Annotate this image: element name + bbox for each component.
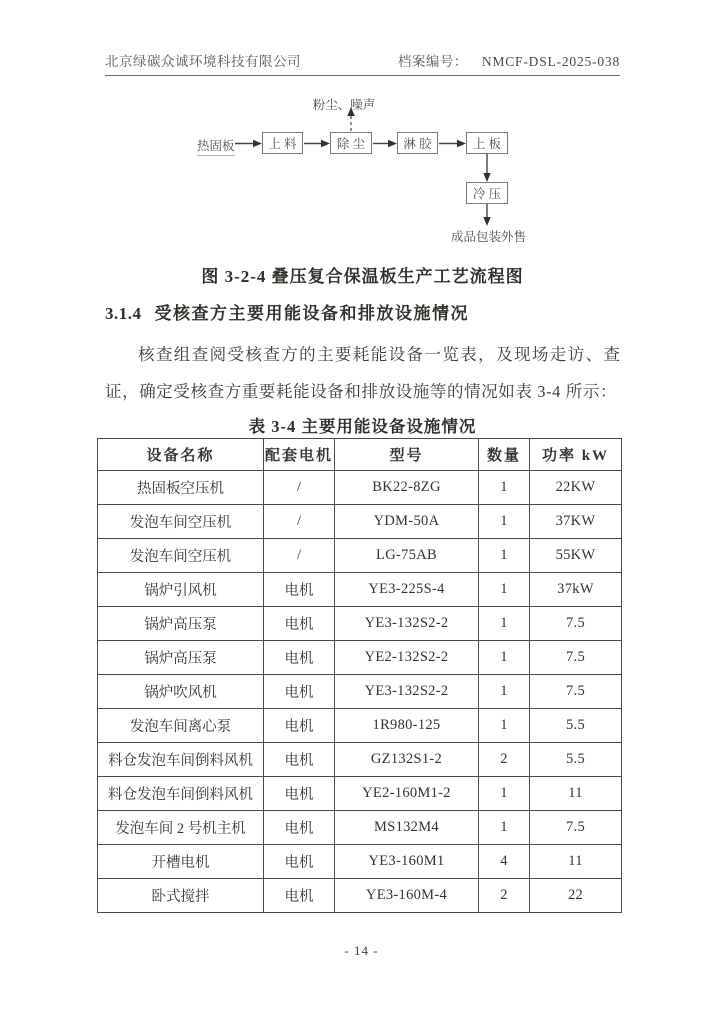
table-cell-name: 热固板空压机 <box>98 471 264 505</box>
flow-step-boarding: 上 板 <box>466 132 508 154</box>
table-header-cell: 型号 <box>335 439 479 471</box>
table-cell-power: 55KW <box>530 539 622 573</box>
table-cell-qty: 1 <box>479 777 530 811</box>
table-cell-name: 开槽电机 <box>98 845 264 879</box>
table-cell-motor: / <box>264 471 335 505</box>
body-paragraph <box>105 336 621 410</box>
table-row <box>98 607 622 641</box>
table-row <box>98 879 622 913</box>
flow-step-cold-pressing: 冷 压 <box>466 182 508 204</box>
table-row <box>98 743 622 777</box>
flow-step-dedusting: 除 尘 <box>330 132 372 154</box>
flow-step-gluing: 淋 胶 <box>397 132 438 154</box>
table-cell-power: 7.5 <box>530 607 622 641</box>
table-row <box>98 539 622 573</box>
table-row <box>98 845 622 879</box>
table-row <box>98 709 622 743</box>
table-cell-qty: 1 <box>479 641 530 675</box>
table-cell-name: 卧式搅拌 <box>98 879 264 913</box>
table-cell-name: 锅炉高压泵 <box>98 641 264 675</box>
table-cell-motor: 电机 <box>264 879 335 913</box>
table-header-cell: 数量 <box>479 439 530 471</box>
table-cell-name: 料仓发泡车间倒料风机 <box>98 777 264 811</box>
table-cell-model: MS132M4 <box>335 811 479 845</box>
table-cell-name: 发泡车间空压机 <box>98 505 264 539</box>
table-cell-power: 7.5 <box>530 811 622 845</box>
table-row <box>98 641 622 675</box>
table-cell-name: 锅炉吹风机 <box>98 675 264 709</box>
table-cell-name: 发泡车间 2 号机主机 <box>98 811 264 845</box>
table-cell-motor: / <box>264 505 335 539</box>
table-cell-name: 料仓发泡车间倒料风机 <box>98 743 264 777</box>
section-title: 受核查方主要用能设备和排放设施情况 <box>154 304 469 323</box>
page-header <box>105 50 620 76</box>
table-row <box>98 573 622 607</box>
table-cell-motor: 电机 <box>264 743 335 777</box>
table-cell-qty: 1 <box>479 573 530 607</box>
header-company: 北京绿碳众诚环境科技有限公司 <box>105 54 301 69</box>
table-cell-qty: 1 <box>479 675 530 709</box>
table-row <box>98 777 622 811</box>
table-row <box>98 505 622 539</box>
table-header-cell: 设备名称 <box>98 439 264 471</box>
input-material-label: 热固板 <box>197 136 235 156</box>
table-cell-model: YE3-160M-4 <box>335 879 479 913</box>
table-cell-name: 锅炉引风机 <box>98 573 264 607</box>
table-cell-motor: 电机 <box>264 845 335 879</box>
section-number: 3.1.4 <box>105 304 142 323</box>
table-cell-model: BK22-8ZG <box>335 471 479 505</box>
flow-arrows <box>0 90 723 250</box>
archive-label: 档案编号： <box>397 54 468 69</box>
table-cell-model: GZ132S1-2 <box>335 743 479 777</box>
process-flowchart <box>0 90 723 250</box>
table-cell-motor: 电机 <box>264 777 335 811</box>
table-cell-qty: 1 <box>479 471 530 505</box>
table-row <box>98 811 622 845</box>
table-row <box>98 471 622 505</box>
table-cell-qty: 4 <box>479 845 530 879</box>
table-cell-motor: 电机 <box>264 641 335 675</box>
table-cell-power: 22KW <box>530 471 622 505</box>
flow-step-feeding: 上 料 <box>262 132 303 154</box>
table-cell-model: YDM-50A <box>335 505 479 539</box>
table-cell-model: YE3-132S2-2 <box>335 607 479 641</box>
table-cell-name: 锅炉高压泵 <box>98 607 264 641</box>
table-cell-power: 7.5 <box>530 641 622 675</box>
table-cell-qty: 1 <box>479 709 530 743</box>
paragraph-line: 证，确定受核查方重要耗能设备和排放设施等的情况如表 3-4 所示： <box>105 382 618 401</box>
table-cell-model: YE2-160M1-2 <box>335 777 479 811</box>
table-cell-power: 11 <box>530 845 622 879</box>
table-cell-qty: 1 <box>479 539 530 573</box>
table-header-cell: 配套电机 <box>264 439 335 471</box>
table-cell-model: YE3-132S2-2 <box>335 675 479 709</box>
emission-label: 粉尘、噪声 <box>312 98 376 112</box>
header-archive <box>398 50 620 70</box>
table-cell-qty: 1 <box>479 505 530 539</box>
table-cell-model: YE3-160M1 <box>335 845 479 879</box>
table-cell-power: 5.5 <box>530 709 622 743</box>
output-label: 成品包装外售 <box>451 230 527 244</box>
table-cell-name: 发泡车间空压机 <box>98 539 264 573</box>
table-cell-motor: 电机 <box>264 573 335 607</box>
table-cell-power: 37KW <box>530 505 622 539</box>
table-cell-name: 发泡车间离心泵 <box>98 709 264 743</box>
table-cell-motor: 电机 <box>264 811 335 845</box>
table-cell-model: YE2-132S2-2 <box>335 641 479 675</box>
table-cell-power: 7.5 <box>530 675 622 709</box>
table-cell-qty: 1 <box>479 811 530 845</box>
page-number: - 14 - <box>344 943 379 958</box>
table-cell-motor: / <box>264 539 335 573</box>
table-header-row <box>98 439 622 471</box>
figure-caption: 图 3-2-4 叠压复合保温板生产工艺流程图 <box>201 267 524 286</box>
table-row <box>98 675 622 709</box>
table-cell-qty: 1 <box>479 607 530 641</box>
table-title: 表 3-4 主要用能设备设施情况 <box>248 417 477 436</box>
table-cell-power: 11 <box>530 777 622 811</box>
table-cell-model: YE3-225S-4 <box>335 573 479 607</box>
archive-number: NMCF-DSL-2025-038 <box>481 54 620 69</box>
equipment-table <box>97 438 622 913</box>
section-heading <box>105 299 620 324</box>
paragraph-line: 核查组查阅受核查方的主要耗能设备一览表，及现场走访、查 <box>138 345 621 364</box>
table-cell-power: 22 <box>530 879 622 913</box>
table-cell-motor: 电机 <box>264 607 335 641</box>
table-cell-power: 5.5 <box>530 743 622 777</box>
table-cell-motor: 电机 <box>264 675 335 709</box>
table-cell-model: LG-75AB <box>335 539 479 573</box>
table-header-cell: 功率 kW <box>530 439 622 471</box>
table-cell-model: 1R980-125 <box>335 709 479 743</box>
table-body <box>98 471 622 913</box>
table-cell-motor: 电机 <box>264 709 335 743</box>
table-cell-qty: 2 <box>479 743 530 777</box>
table-cell-power: 37kW <box>530 573 622 607</box>
table-cell-qty: 2 <box>479 879 530 913</box>
